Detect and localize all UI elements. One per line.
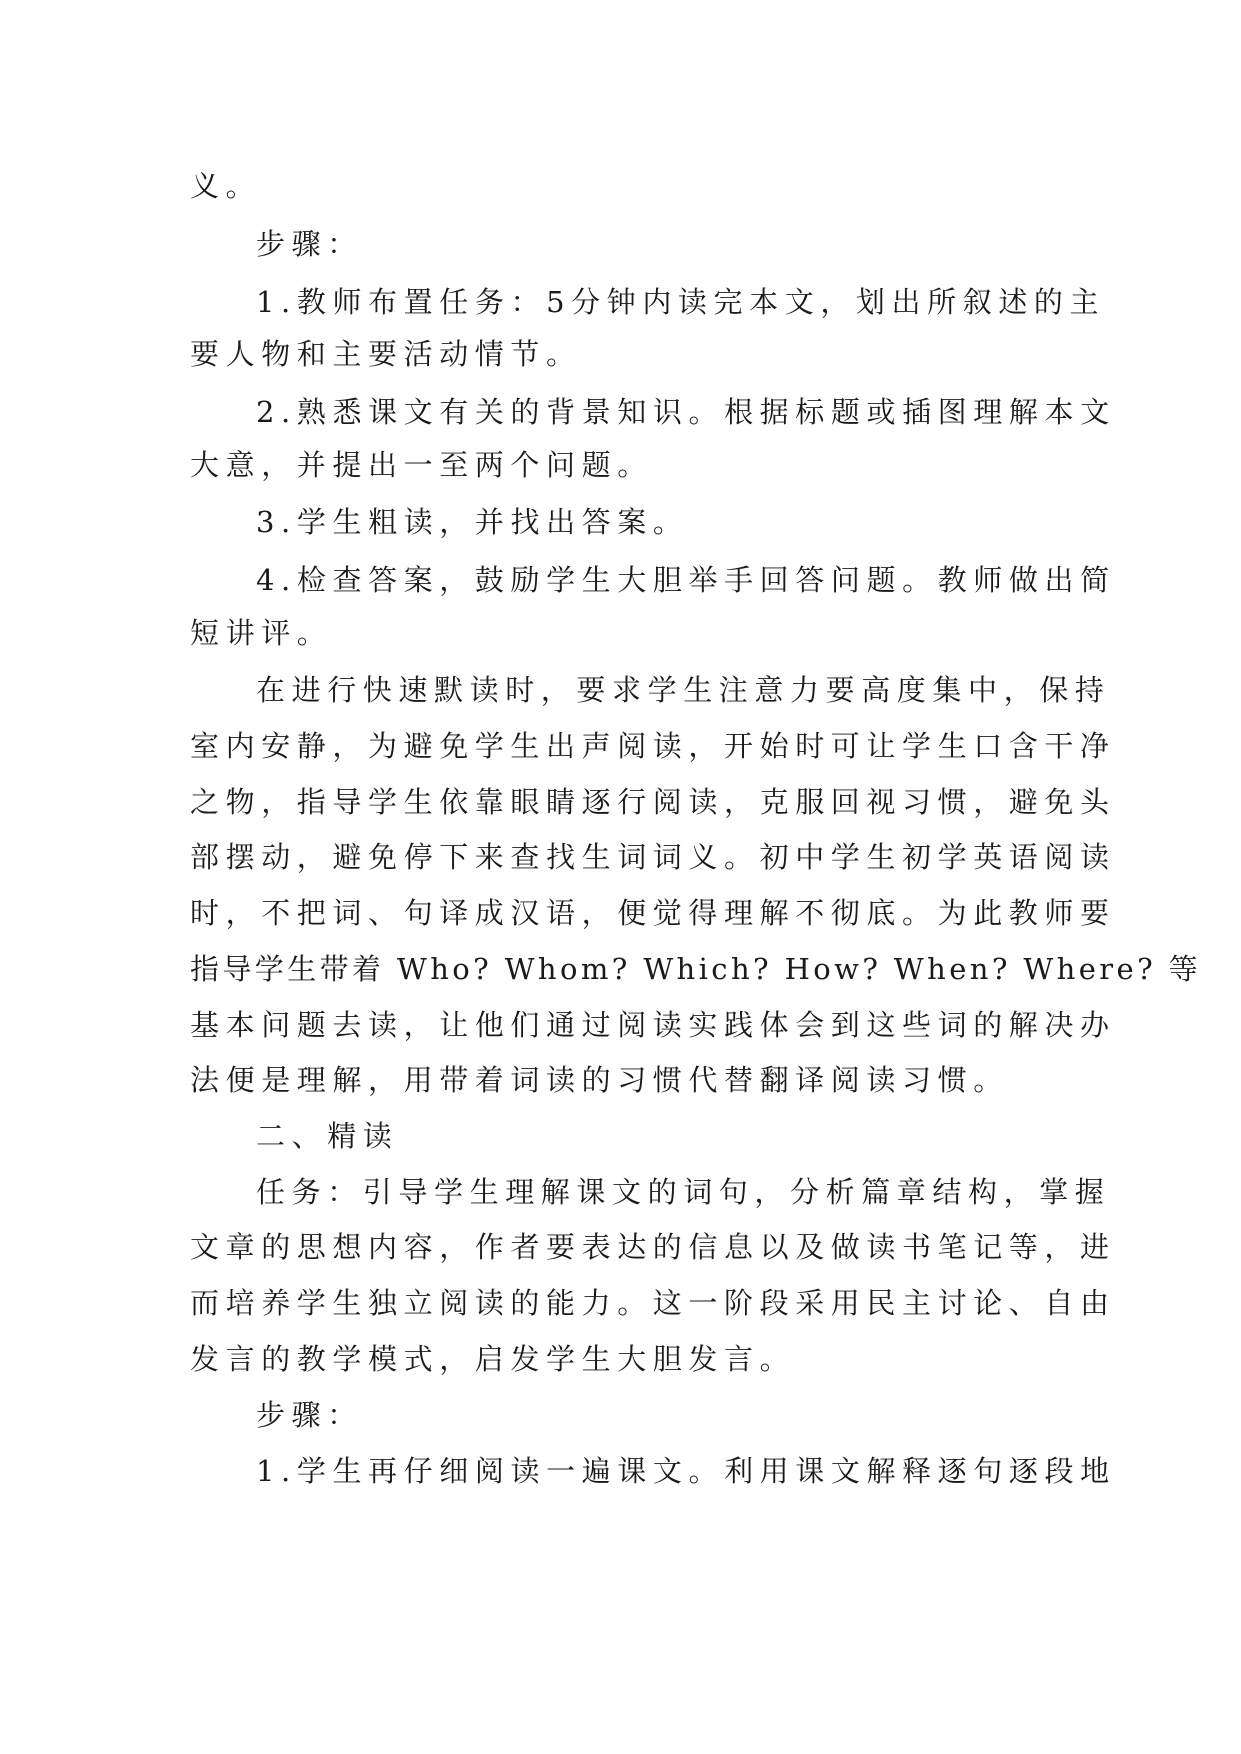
silent-reading-paragraph-line-3: 之物，指导学生依靠眼睛逐行阅读，克服回视习惯，避免头 (190, 785, 1116, 819)
silent-reading-paragraph-line-2: 室内安静，为避免学生出声阅读，开始时可让学生口含干净 (190, 729, 1116, 763)
silent-reading-paragraph-line-5: 时，不把词、句译成汉语，便觉得理解不彻底。为此教师要 (190, 896, 1116, 930)
steps-heading: 步骤： (256, 227, 363, 261)
step-3-line: 3.学生粗读，并找出答案。 (256, 505, 689, 539)
step-2-line-2: 大意，并提出一至两个问题。 (190, 448, 653, 482)
step-2-line-1: 2.熟悉课文有关的背景知识。根据标题或插图理解本文 (256, 395, 1116, 429)
task-paragraph-line-3: 而培养学生独立阅读的能力。这一阶段采用民主讨论、自由 (190, 1286, 1116, 1320)
step-4-line-1: 4.检查答案，鼓励学生大胆举手回答问题。教师做出简 (256, 563, 1116, 597)
step-4-line-2: 短讲评。 (190, 616, 333, 650)
steps-heading-2: 步骤： (256, 1398, 363, 1432)
silent-reading-paragraph-line-8: 法便是理解，用带着词读的习惯代替翻译阅读习惯。 (190, 1063, 1009, 1097)
task-paragraph-line-4: 发言的教学模式，启发学生大胆发言。 (190, 1342, 796, 1376)
silent-reading-paragraph-line-4: 部摆动，避免停下来查找生词词义。初中学生初学英语阅读 (190, 840, 1116, 874)
step-1-intensive-line: 1.学生再仔细阅读一遍课文。利用课文解释逐句逐段地 (256, 1454, 1116, 1488)
silent-reading-paragraph-line-6: 指导学生带着 Who? Whom? Which? How? When? Where? 等 (190, 952, 1202, 986)
paragraph-continuation-line: 义。 (190, 169, 262, 203)
step-1-line-2: 要人物和主要活动情节。 (190, 337, 582, 371)
step-1-line-1: 1.教师布置任务：5分钟内读完本文，划出所叙述的主 (256, 285, 1106, 319)
section-heading-intensive-reading: 二、精读 (256, 1119, 399, 1153)
silent-reading-paragraph-line-1: 在进行快速默读时，要求学生注意力要高度集中，保持 (256, 673, 1111, 707)
task-paragraph-line-1: 任务：引导学生理解课文的词句，分析篇章结构，掌握 (256, 1175, 1111, 1209)
task-paragraph-line-2: 文章的思想内容，作者要表达的信息以及做读书笔记等，进 (190, 1230, 1116, 1264)
silent-reading-paragraph-line-7: 基本问题去读，让他们通过阅读实践体会到这些词的解决办 (190, 1008, 1116, 1042)
